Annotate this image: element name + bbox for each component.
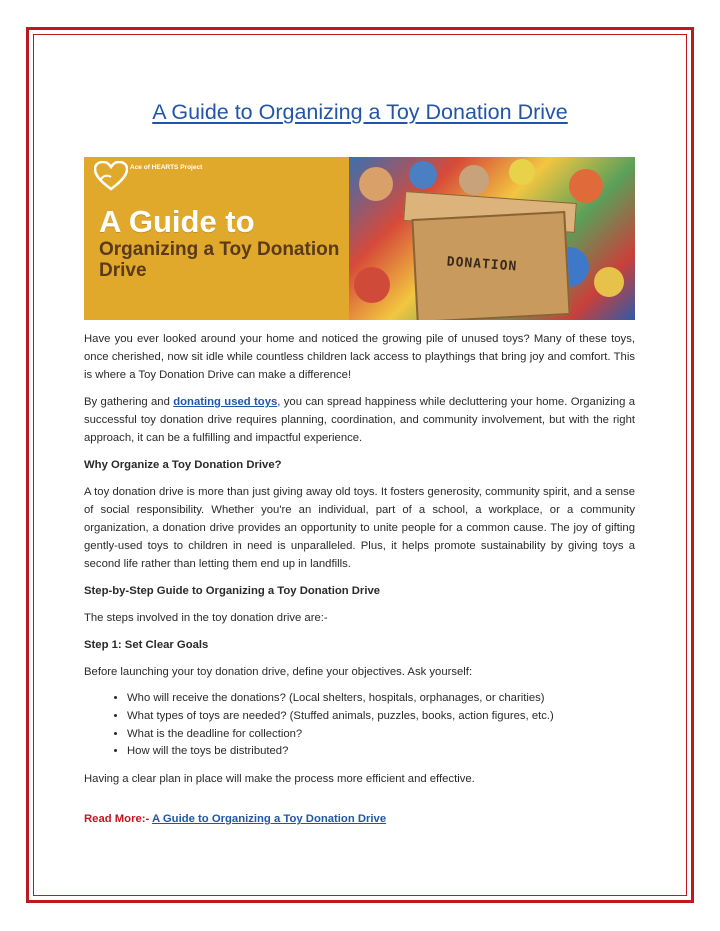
why-heading: Why Organize a Toy Donation Drive?: [84, 459, 282, 471]
teddy-bear-icon: [359, 167, 393, 201]
intro-paragraph: Have you ever looked around your home and noticed the growing pile of unused toys? Many of these toys, once cherished, now sit idle while countless children lack access to playthings that bring joy and comfort. This is where a Toy Donation Drive can make a difference!: [84, 333, 635, 381]
toy-duck-icon: [509, 159, 535, 185]
gathering-paragraph: [84, 393, 635, 447]
why-paragraph: A toy donation drive is more than just giving away old toys. It fosters generosity, community spirit, and a sense of social responsibility. Whether you're an individual, part of a school, a workplace, or a community organization, a donation drive provides an opportunity to unite people for a common cause. The joy of gifting gently-used toys to children in need is unparalleled. Plus, it helps promote sustainability by giving toys a second life rather than letting them end up in landfills.: [84, 486, 635, 570]
teddy-bear-icon: [459, 165, 489, 195]
toy-figure-icon: [569, 169, 603, 203]
list-item: • How will the toys be distributed?: [127, 743, 635, 761]
gathering-text-end: , you can spread happiness while decluttering your home. Organizing a successful toy donation drive requires planning, coordination, and community involvement, but with the right approach, it can be a fulfilling and impactful experience.: [84, 396, 636, 444]
read-more-link[interactable]: A Guide to Organizing a Toy Donation Drive: [152, 813, 387, 825]
toy-ball-icon: [409, 161, 437, 189]
toys-background: [349, 157, 635, 320]
steps-intro: The steps involved in the toy donation drive are:-: [84, 612, 328, 624]
brand-logo-text: Ace of HEARTS Project: [130, 164, 203, 171]
goals-list: [84, 690, 635, 761]
step1-heading: Step 1: Set Clear Goals: [84, 639, 209, 651]
banner-image: [84, 157, 635, 320]
read-more-label: Read More:-: [84, 813, 150, 825]
toy-ball-icon: [354, 267, 390, 303]
page-title: A Guide to Organizing a Toy Donation Drive: [152, 100, 568, 124]
banner-headline: A Guide to: [99, 204, 255, 239]
donation-box-label: DONATION: [446, 254, 518, 275]
list-item: • Who will receive the donations? (Local shelters, hospitals, orphanages, or charities): [127, 690, 635, 708]
list-item: • What types of toys are needed? (Stuffed animals, puzzles, books, action figures, etc.): [127, 708, 635, 726]
brand-logo: [94, 161, 224, 195]
gathering-text-start: By gathering and: [84, 396, 174, 408]
list-item: • What is the deadline for collection?: [127, 726, 635, 744]
heart-hand-icon: [94, 161, 128, 191]
toy-ball-icon: [594, 267, 624, 297]
banner-subheadline: Organizing a Toy Donation Drive: [99, 239, 340, 281]
read-more: [84, 813, 386, 825]
donating-used-toys-link[interactable]: donating used toys: [173, 396, 278, 408]
steps-heading: Step-by-Step Guide to Organizing a Toy Donation Drive: [84, 585, 381, 597]
conclusion-paragraph: Having a clear plan in place will make the process more efficient and effective.: [84, 773, 475, 786]
step1-paragraph: Before launching your toy donation drive, define your objectives. Ask yourself:: [84, 666, 473, 678]
article-body: [84, 330, 635, 797]
